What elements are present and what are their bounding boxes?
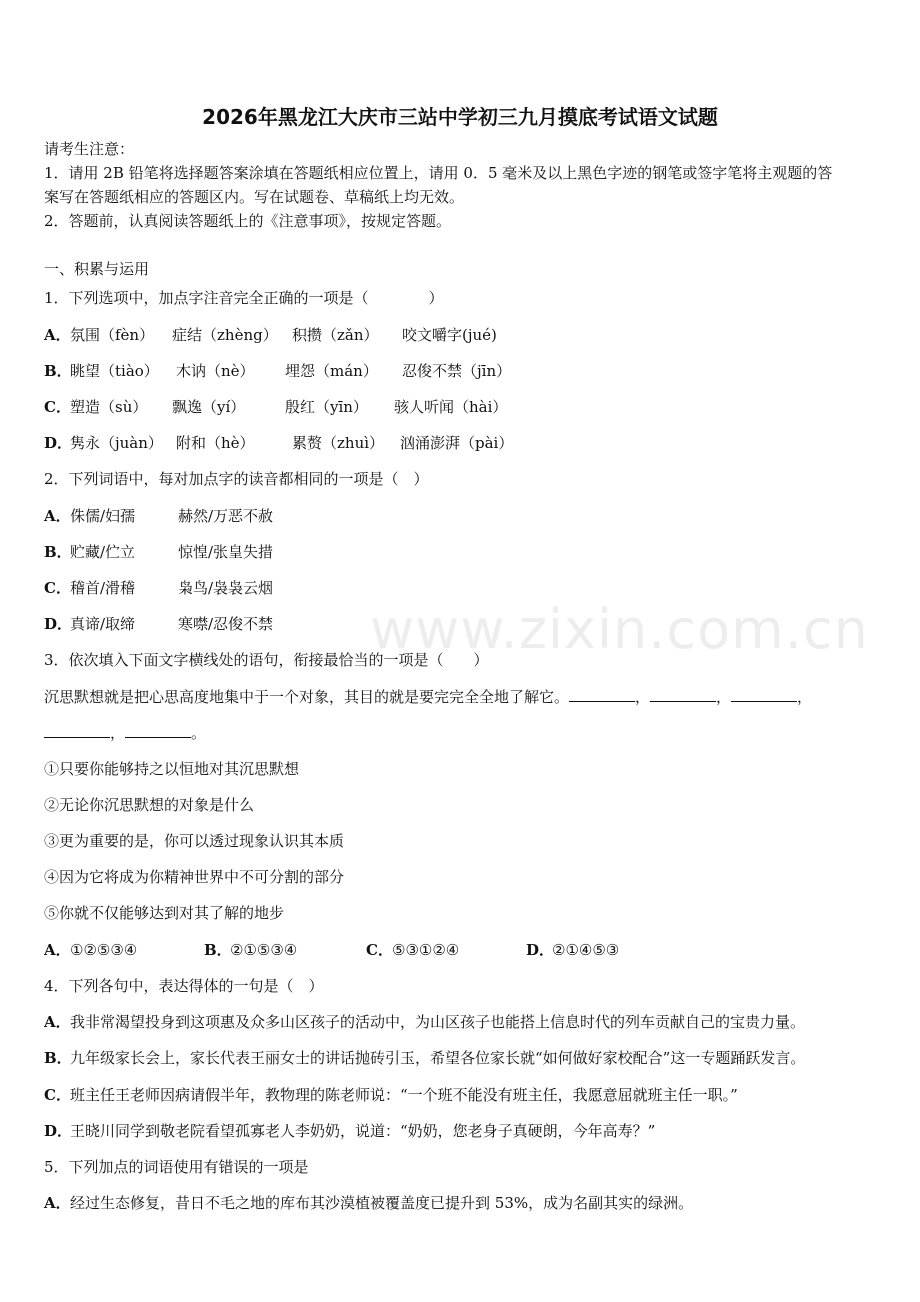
option-part: 积攒（zǎn） <box>292 326 379 344</box>
option-label: A． <box>44 507 71 525</box>
option-label: B． <box>44 1049 72 1067</box>
option-text: 九年级家长会上，家长代表王丽女士的讲话抛砖引玉，希望各位家长就“如何做好家校配合”这一专题踊跃发言。 <box>70 1049 806 1067</box>
option-label: A． <box>44 1013 71 1031</box>
fill-blank <box>125 723 191 738</box>
option-part: 殷红（yīn） <box>285 398 368 416</box>
option-part: 隽永（juàn） <box>70 434 163 452</box>
q1-option-b <box>44 361 511 381</box>
option-part: 飘逸（yí） <box>172 398 246 416</box>
option-part: 骇人听闻（hài） <box>394 398 508 416</box>
option-text: ⑤③①②④ <box>392 941 460 959</box>
q2-option-a <box>44 506 273 526</box>
notice-item-1-line-2: 案写在答题纸相应的答题区内。写在试题卷、草稿纸上均无效。 <box>44 188 465 206</box>
q1-option-a <box>44 325 497 345</box>
option-text: ②①⑤③④ <box>230 941 298 959</box>
fill-blank <box>731 687 797 702</box>
option-label: B． <box>204 941 232 959</box>
q1-option-d <box>44 433 513 453</box>
option-text: 班主任王老师因病请假半年，教物理的陈老师说：“一个班不能没有班主任，我愿意屈就班主任一职。” <box>70 1086 738 1104</box>
option-text: ②①④⑤③ <box>552 941 620 959</box>
option-part: 塑造（sù） <box>70 398 148 416</box>
separator: ， <box>110 724 126 742</box>
option-label: B． <box>44 543 72 561</box>
notice-item-2: 2．答题前，认真阅读答题纸上的《注意事项》，按规定答题。 <box>44 212 452 230</box>
option-text: 我非常渴望投身到这项惠及众多山区孩子的活动中，为山区孩子也能搭上信息时代的列车贡献自己的宝贵力量。 <box>70 1013 806 1031</box>
q3-sentence-1: ①只要你能够持之以恒地对其沉思默想 <box>44 760 300 778</box>
option-part: 寒噤/忍俊不禁 <box>178 615 274 633</box>
separator: ， <box>635 688 651 706</box>
option-label: D． <box>526 941 555 959</box>
fill-blank <box>569 687 635 702</box>
option-text: 经过生态修复，昔日不毛之地的库布其沙漠植被覆盖度已提升到 53%，成为名副其实的绿洲。 <box>70 1194 694 1212</box>
option-part: 稽首/滑稽 <box>70 579 136 597</box>
question-1-stem: 1．下列选项中，加点字注音完全正确的一项是（ ） <box>44 289 444 307</box>
option-part: 真谛/取缔 <box>70 615 136 633</box>
q3-option-b <box>204 940 366 960</box>
option-part: 枭鸟/袅袅云烟 <box>178 579 274 597</box>
option-label: D． <box>44 1122 73 1140</box>
separator: 。 <box>191 724 207 742</box>
option-label: A． <box>44 326 71 344</box>
option-part: 侏儒/妇孺 <box>70 507 136 525</box>
option-part: 忍俊不禁（jīn） <box>402 362 512 380</box>
watermark: www.zixin.com.cn <box>370 598 869 661</box>
option-label: D． <box>44 615 73 633</box>
option-label: A． <box>44 941 71 959</box>
q2-option-b <box>44 542 273 562</box>
option-part: 赫然/万恶不赦 <box>178 507 274 525</box>
q3-options <box>44 940 619 960</box>
option-part: 贮藏/伫立 <box>70 543 136 561</box>
q4-option-c <box>44 1085 738 1105</box>
separator: ， <box>797 688 813 706</box>
option-part: 症结（zhèng） <box>172 326 278 344</box>
option-part: 汹涌澎湃（pài） <box>400 434 514 452</box>
option-label: C． <box>44 398 71 416</box>
page-title: 2026年黑龙江大庆市三站中学初三九月摸底考试语文试题 <box>202 105 718 129</box>
question-4-stem: 4．下列各句中，表达得体的一句是（ ） <box>44 977 324 995</box>
q4-option-b <box>44 1048 805 1068</box>
q1-option-c <box>44 397 507 417</box>
q3-option-d <box>526 940 619 960</box>
q3-passage-line-2 <box>44 723 206 743</box>
option-part: 埋怨（mán） <box>285 362 378 380</box>
question-3-stem: 3．依次填入下面文字横线处的语句，衔接最恰当的一项是（ ） <box>44 651 489 669</box>
passage-text: 沉思默想就是把心思高度地集中于一个对象，其目的就是要完完全全地了解它。 <box>44 688 570 706</box>
option-part: 眺望（tiào） <box>70 362 159 380</box>
option-part: 附和（hè） <box>176 434 255 452</box>
option-text: ①②⑤③④ <box>70 941 138 959</box>
q2-option-c <box>44 578 273 598</box>
option-label: B． <box>44 362 72 380</box>
fill-blank <box>44 723 110 738</box>
q3-option-c <box>366 940 526 960</box>
q5-option-a <box>44 1193 693 1213</box>
q3-sentence-3: ③更为重要的是，你可以透过现象认识其本质 <box>44 832 345 850</box>
q3-passage-line-1 <box>44 687 812 707</box>
question-5-stem: 5．下列加点的词语使用有错误的一项是 <box>44 1158 309 1176</box>
option-label: C． <box>366 941 393 959</box>
option-part: 氛围（fèn） <box>70 326 155 344</box>
notice-heading: 请考生注意： <box>44 140 135 158</box>
option-label: C． <box>44 1086 71 1104</box>
q4-option-a <box>44 1012 805 1032</box>
q3-sentence-2: ②无论你沉思默想的对象是什么 <box>44 796 255 814</box>
q2-option-d <box>44 614 273 634</box>
separator: ， <box>716 688 732 706</box>
question-2-stem: 2．下列词语中，每对加点字的读音都相同的一项是（ ） <box>44 470 429 488</box>
option-label: D． <box>44 434 73 452</box>
q4-option-d <box>44 1121 655 1141</box>
q3-sentence-4: ④因为它将成为你精神世界中不可分割的部分 <box>44 868 345 886</box>
option-part: 咬文嚼字(jué) <box>402 326 497 344</box>
option-part: 累赘（zhuì） <box>292 434 385 452</box>
option-part: 木讷（nè） <box>176 362 255 380</box>
q3-sentence-5: ⑤你就不仅能够达到对其了解的地步 <box>44 904 285 922</box>
option-text: 王晓川同学到敬老院看望孤寡老人李奶奶，说道：“奶奶，您老身子真硬朗，今年高寿？” <box>70 1122 656 1140</box>
q3-option-a <box>44 940 204 960</box>
option-label: A． <box>44 1194 71 1212</box>
option-part: 惊惶/张皇失措 <box>178 543 274 561</box>
fill-blank <box>650 687 716 702</box>
notice-item-1-line-1: 1．请用 2B 铅笔将选择题答案涂填在答题纸相应位置上，请用 0．5 毫米及以上黑色字迹的钢笔或签字笔将主观题的答 <box>44 164 833 182</box>
section-heading: 一、积累与运用 <box>44 260 150 278</box>
option-label: C． <box>44 579 71 597</box>
